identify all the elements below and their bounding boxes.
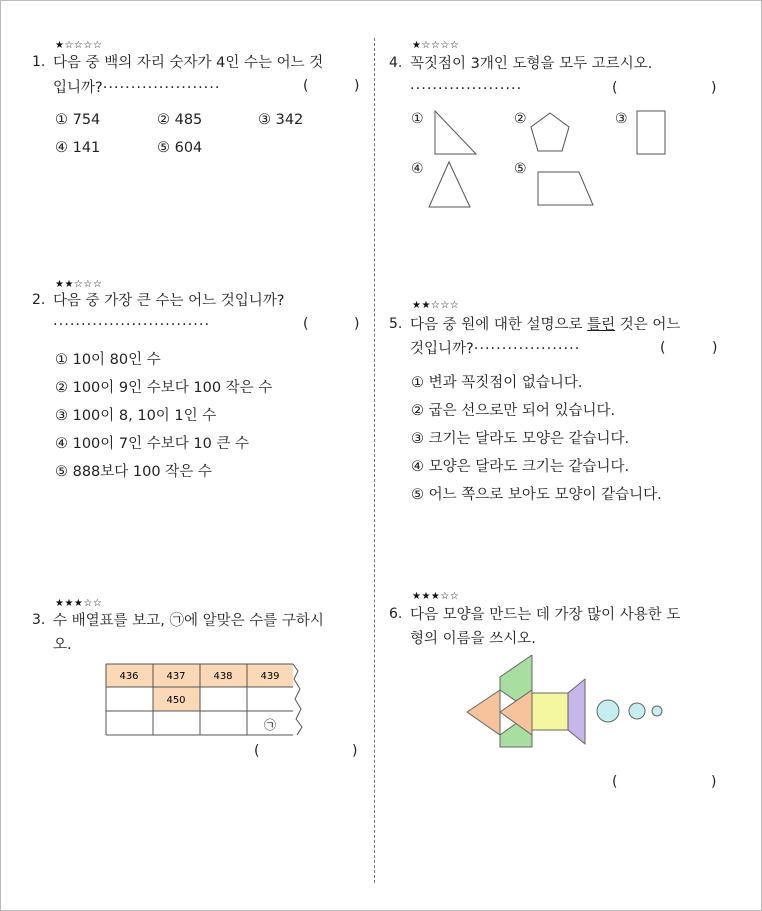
shape-triangle bbox=[429, 162, 470, 207]
q5-option-5[interactable]: ⑤ 어느 쪽으로 보아도 모양이 같습니다. bbox=[411, 487, 662, 503]
q4-label-4: ④ bbox=[411, 161, 424, 177]
table-cell: 436 bbox=[119, 671, 139, 682]
q5-text-underlined: 틀린 bbox=[587, 317, 616, 333]
q4-answer-paren-open: ( bbox=[612, 80, 618, 96]
q5-text-line2 bbox=[410, 338, 580, 360]
q1-text-line1: 다음 중 백의 자리 숫자가 4인 수는 어느 것 bbox=[53, 55, 324, 71]
q2-option-1[interactable]: ① 10이 80인 수 bbox=[55, 352, 161, 368]
q4-number: 4. bbox=[389, 55, 403, 71]
q5-option-4[interactable]: ④ 모양은 달라도 크기는 같습니다. bbox=[411, 459, 630, 475]
q5-option-3[interactable]: ③ 크기는 달라도 모양은 같습니다. bbox=[411, 431, 630, 447]
shape-trapezoid bbox=[538, 172, 593, 205]
q2-option-5[interactable]: ⑤ 888보다 100 작은 수 bbox=[55, 464, 212, 480]
q1-answer-paren-open: ( bbox=[303, 78, 309, 94]
q4-answer-paren-close: ) bbox=[711, 80, 717, 96]
table-torn-edge bbox=[293, 664, 302, 735]
q3-answer-paren-close: ) bbox=[352, 743, 358, 759]
q1-text-line2-words: 입니까? bbox=[53, 80, 103, 96]
q4-label-3: ③ bbox=[615, 111, 628, 127]
q4-difficulty-stars: ★☆☆☆☆ bbox=[412, 40, 460, 51]
q5-text-line1-a: 다음 중 원에 대한 설명으로 bbox=[410, 317, 588, 333]
rocket-tail bbox=[568, 679, 585, 744]
q5-option-1[interactable]: ① 변과 꼭짓점이 없습니다. bbox=[411, 375, 583, 391]
q6-answer-paren-close: ) bbox=[711, 774, 717, 790]
q6-number: 6. bbox=[389, 606, 403, 622]
shape-rectangle bbox=[637, 111, 665, 154]
q5-number: 5. bbox=[389, 316, 403, 332]
table-cell: 439 bbox=[260, 671, 280, 682]
q6-answer-paren-open: ( bbox=[612, 774, 618, 790]
q3-difficulty-stars: ★★★☆☆ bbox=[55, 598, 103, 609]
q6-text-line1: 다음 모양을 만드는 데 가장 많이 사용한 도 bbox=[410, 607, 681, 623]
rocket-body-square bbox=[532, 693, 568, 730]
q3-answer-paren-open: ( bbox=[254, 743, 260, 759]
q2-difficulty-stars: ★★☆☆☆ bbox=[55, 279, 103, 290]
q5-difficulty-stars: ★★☆☆☆ bbox=[412, 300, 460, 311]
shape-right-triangle bbox=[435, 111, 476, 154]
q5-option-2[interactable]: ② 굽은 선으로만 되어 있습니다. bbox=[411, 403, 616, 419]
q4-shapes bbox=[380, 100, 750, 215]
column-divider bbox=[374, 38, 375, 883]
q1-text-line2 bbox=[53, 77, 221, 99]
q1-dots: ····················· bbox=[102, 80, 221, 96]
q3-number: 3. bbox=[32, 612, 46, 628]
q2-option-4[interactable]: ④ 100이 7인 수보다 10 큰 수 bbox=[55, 436, 250, 452]
q5-text-line1 bbox=[410, 314, 680, 336]
q1-option-3[interactable]: ③ 342 bbox=[258, 112, 304, 128]
q5-text-line2-words: 것입니까? bbox=[410, 341, 474, 357]
q4-text-line1: 꼭짓점이 3개인 도형을 모두 고르시오. bbox=[410, 56, 653, 72]
table-cell: 450 bbox=[166, 695, 186, 706]
q5-answer-paren-open: ( bbox=[660, 340, 666, 356]
shape-pentagon bbox=[531, 113, 569, 151]
q5-answer-paren-close: ) bbox=[712, 340, 718, 356]
q2-answer-paren-open: ( bbox=[303, 316, 309, 332]
q2-option-3[interactable]: ③ 100이 8, 10이 1인 수 bbox=[55, 408, 217, 424]
exhaust-circle-medium bbox=[629, 703, 645, 719]
table-cell-target: ㉠ bbox=[263, 718, 277, 732]
q2-text-line1: 다음 중 가장 큰 수는 어느 것입니까? bbox=[53, 293, 285, 309]
q1-option-4[interactable]: ④ 141 bbox=[55, 140, 101, 156]
q1-difficulty-stars: ★☆☆☆☆ bbox=[55, 40, 103, 51]
q2-answer-paren-close: ) bbox=[354, 316, 360, 332]
q5-dots: ··················· bbox=[473, 341, 581, 357]
q6-text-line2: 형의 이름을 쓰시오. bbox=[410, 631, 536, 647]
q3-text-line1: 수 배열표를 보고, ㉠에 알맞은 수를 구하시 bbox=[53, 613, 324, 629]
rocket-nose-triangle bbox=[467, 690, 500, 735]
q4-label-5: ⑤ bbox=[514, 161, 527, 177]
q2-option-2[interactable]: ② 100이 9인 수보다 100 작은 수 bbox=[55, 380, 273, 396]
q6-rocket-figure bbox=[460, 655, 680, 750]
q3-number-table bbox=[105, 663, 310, 737]
q6-difficulty-stars: ★★★☆☆ bbox=[412, 591, 460, 602]
q4-label-2: ② bbox=[514, 111, 527, 127]
q3-text-line2: 오. bbox=[53, 637, 72, 653]
q4-dots: ···················· bbox=[410, 81, 523, 97]
table-cell: 437 bbox=[166, 671, 186, 682]
q1-number: 1. bbox=[32, 54, 46, 70]
exhaust-circle-large bbox=[597, 700, 619, 722]
q4-label-1: ① bbox=[411, 111, 424, 127]
q1-option-1[interactable]: ① 754 bbox=[55, 112, 101, 128]
q2-dots: ···························· bbox=[53, 317, 211, 333]
q5-text-line1-b: 것은 어느 bbox=[615, 317, 681, 333]
q2-number: 2. bbox=[32, 292, 46, 308]
exhaust-circle-small bbox=[652, 706, 662, 716]
q1-option-5[interactable]: ⑤ 604 bbox=[157, 140, 203, 156]
q1-option-2[interactable]: ② 485 bbox=[157, 112, 203, 128]
table-cell: 438 bbox=[213, 671, 233, 682]
q1-answer-paren-close: ) bbox=[354, 78, 360, 94]
